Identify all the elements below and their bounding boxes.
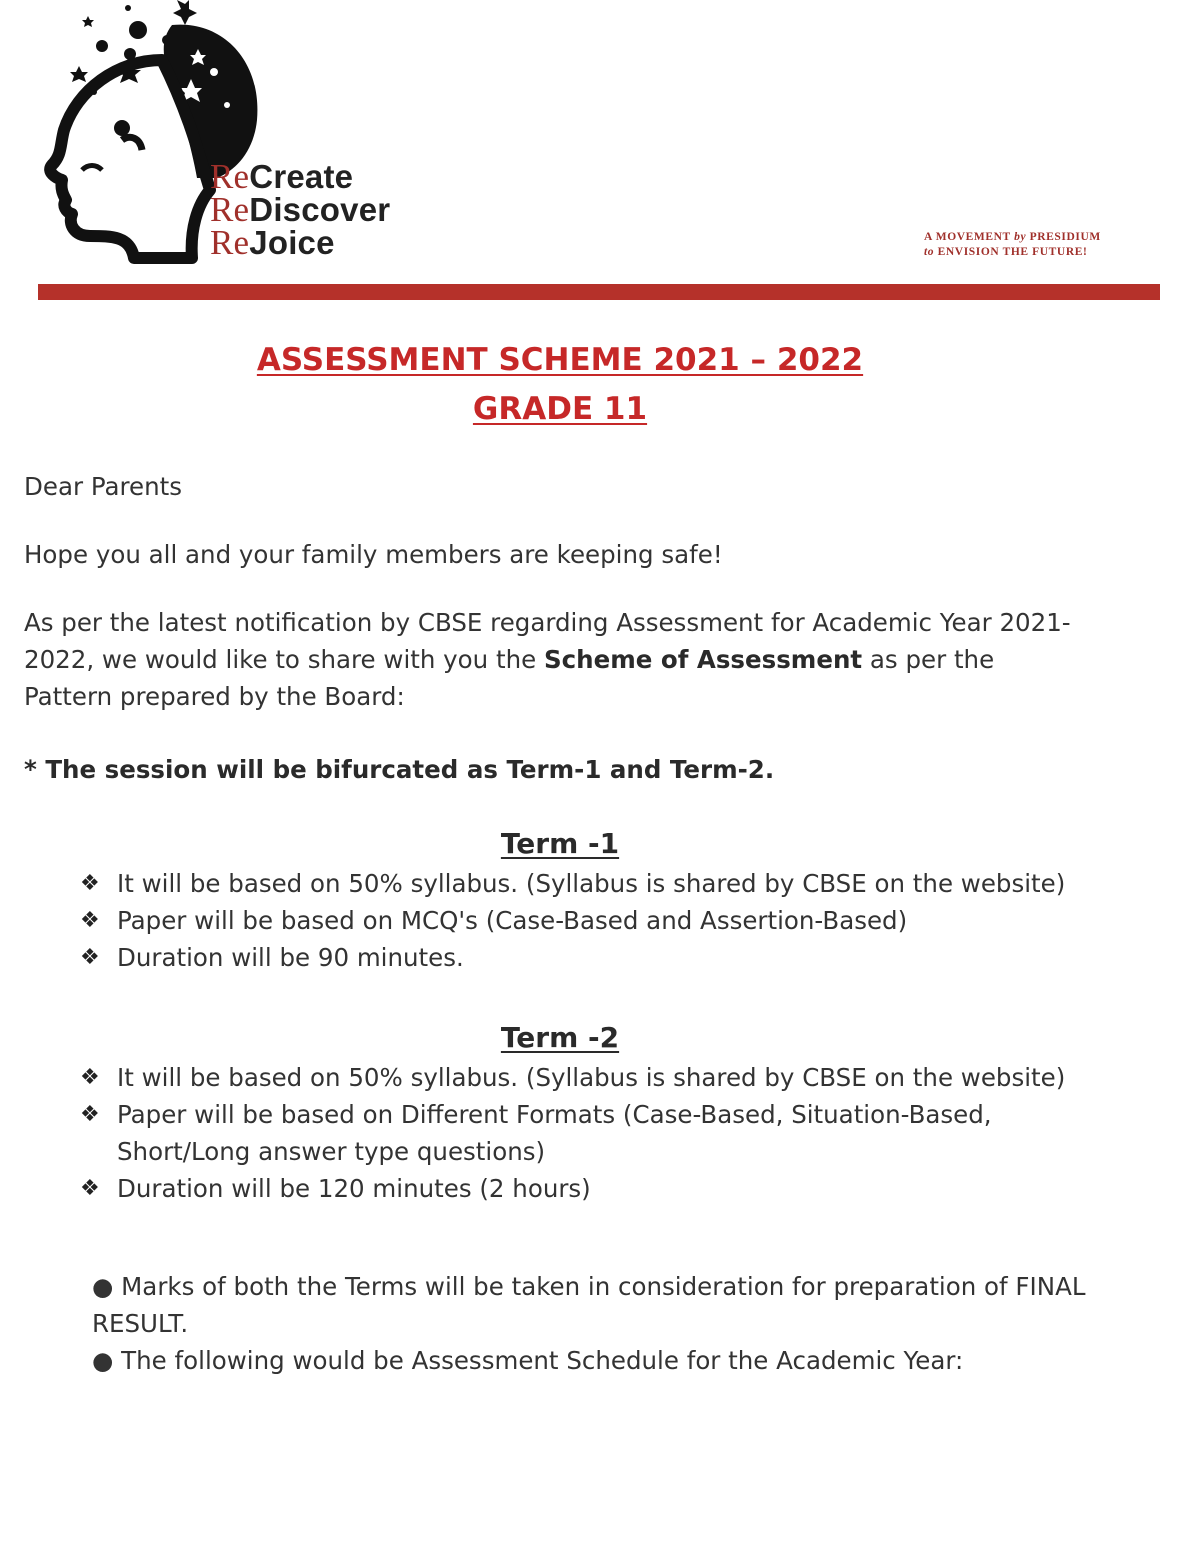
title-line-2: GRADE 11: [472, 391, 648, 427]
list-item: [92, 1342, 1112, 1379]
intro-bold-text: Scheme of Assessment: [543, 645, 863, 674]
brand-word: Joice: [249, 224, 335, 261]
term-1-list: [80, 865, 1080, 976]
list-item-text: It will be based on 50% syllabus. (Syllabus is shared by CBSE on the website): [117, 1063, 1066, 1092]
intro-text: as per the Pattern prepared by the Board:: [24, 645, 995, 711]
list-item: [80, 1059, 1080, 1096]
recreate-logo: [22, 0, 442, 270]
term-2-heading: Term -2: [500, 1021, 620, 1054]
list-item-text: It will be based on 50% syllabus. (Syllabus is shared by CBSE on the website): [117, 869, 1066, 898]
header-divider: [38, 284, 1160, 300]
list-item-text: Duration will be 90 minutes.: [117, 943, 464, 972]
intro-paragraph: [24, 604, 1084, 715]
list-item: [80, 939, 1080, 976]
notes-list: [92, 1268, 1112, 1379]
four-diamond-bullet-icon: ❖: [80, 908, 100, 933]
four-diamond-bullet-icon: ❖: [80, 945, 100, 970]
title-line-1: ASSESSMENT SCHEME 2021 – 2022: [256, 342, 864, 378]
presidium-tagline: [924, 230, 1134, 260]
document-title: [0, 336, 1120, 434]
tagline-line-2: [924, 245, 1134, 260]
four-diamond-bullet-icon: ❖: [80, 1102, 100, 1127]
tagline-italic: by: [1014, 231, 1027, 243]
list-item: [80, 1170, 1080, 1207]
wish-line: Hope you all and your family members are keeping safe!: [24, 540, 723, 569]
intro-text: As per the latest notification by CBSE regarding Assessment for Academic Year 2021-2022, we would like to share with you the: [24, 608, 1071, 674]
brand-word: Discover: [249, 191, 391, 228]
four-diamond-bullet-icon: ❖: [80, 871, 100, 896]
brand-prefix: Re: [210, 157, 250, 196]
bullet-dot-icon: ●: [92, 1346, 122, 1375]
tagline-line-1: [924, 230, 1134, 245]
term-2-list: [80, 1059, 1080, 1207]
brand-prefix: Re: [210, 223, 250, 262]
tagline-text: ENVISION THE FUTURE!: [934, 246, 1088, 258]
brand-word: Create: [249, 158, 354, 195]
list-item: [92, 1268, 1112, 1342]
brand-line-discover: [210, 190, 391, 229]
list-item: [80, 902, 1080, 939]
tagline-italic: to: [924, 246, 935, 258]
brand-line-create: [210, 157, 390, 196]
session-note: * The session will be bifurcated as Term-1 and Term-2.: [24, 755, 775, 784]
four-diamond-bullet-icon: ❖: [80, 1176, 100, 1201]
tagline-text: PRESIDIUM: [1026, 231, 1101, 243]
list-item: [80, 865, 1080, 902]
list-item-text: Paper will be based on Different Formats (Case-Based, Situation-Based, Short/Long answer type questions): [117, 1100, 992, 1166]
list-item-text: Duration will be 120 minutes (2 hours): [117, 1174, 591, 1203]
brand-wordmark: [210, 157, 391, 262]
list-item-text: Marks of both the Terms will be taken in consideration for preparation of FINAL RESULT.: [92, 1272, 1086, 1338]
list-item-text: Paper will be based on MCQ's (Case-Based and Assertion-Based): [117, 906, 908, 935]
brand-prefix: Re: [210, 190, 250, 229]
bullet-dot-icon: ●: [92, 1272, 122, 1301]
list-item: [80, 1096, 1080, 1170]
four-diamond-bullet-icon: ❖: [80, 1065, 100, 1090]
term-1-heading: Term -1: [500, 827, 620, 860]
brand-line-joice: [210, 223, 390, 262]
greeting: Dear Parents: [24, 472, 183, 501]
tagline-text: A MOVEMENT: [924, 231, 1015, 243]
list-item-text: The following would be Assessment Schedule for the Academic Year:: [121, 1346, 964, 1375]
